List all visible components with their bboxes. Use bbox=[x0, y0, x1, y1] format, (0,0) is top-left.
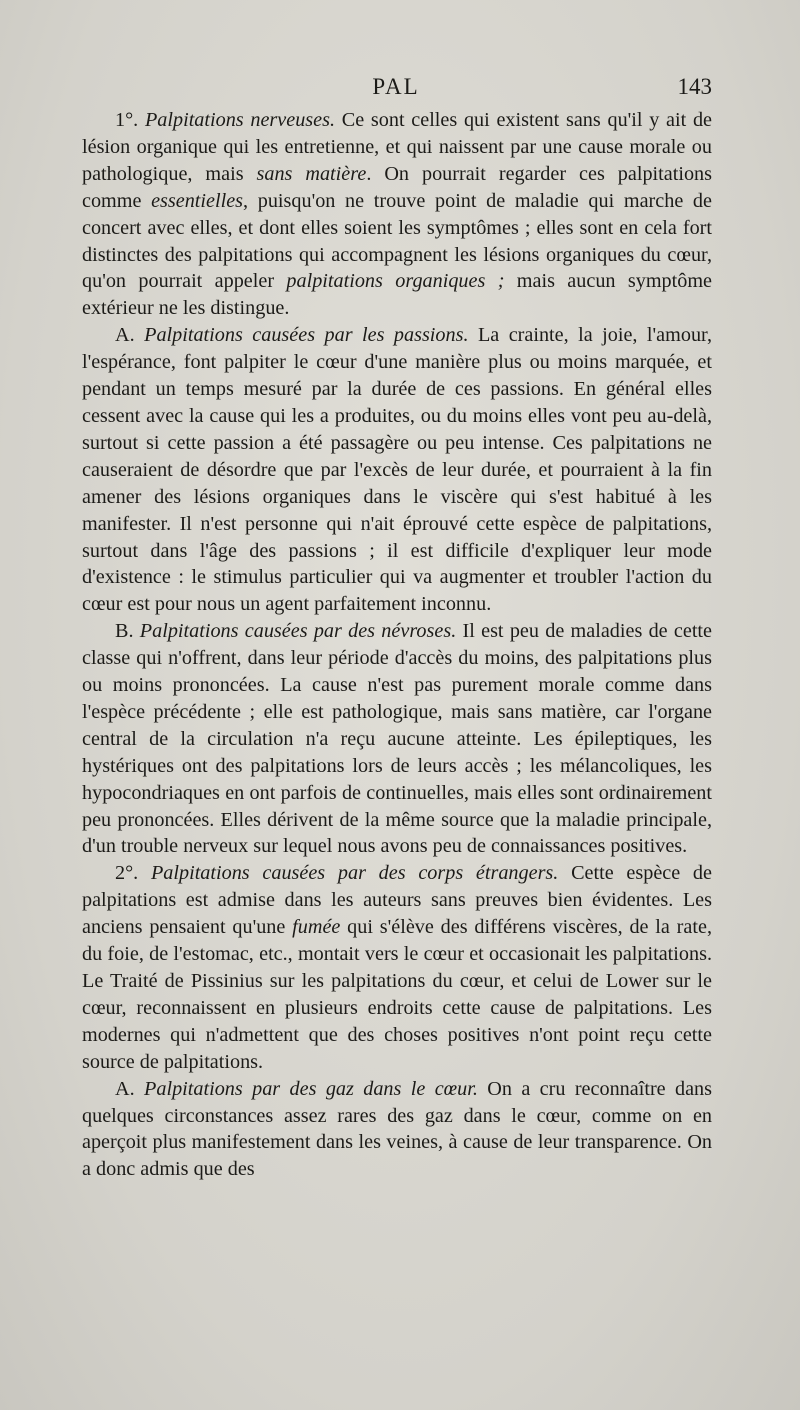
text-run: La crainte, la joie, l'amour, l'espérance, font palpiter le cœur d'une manière plus ou moins marquée, et pendant un temps mesuré par la durée de ces passions. En général elles cessent avec la cause qui les a produites, ou du moins elles vont peu au-delà, surtout si cette passion a été passagère ou peu intense. Ces palpitations ne causeraient de désordre que par l'excès de leur durée, et pourraient à la fin amener des lésions organiques dans le viscère qui s'est habitué à les manifester. Il n'est personne qui n'ait éprouvé cette espèce de palpitations, surtout dans l'âge des passions ; il est difficile d'expliquer leur mode d'existence : le stimulus particulier qui va augmenter et troubler l'action du cœur est pour nous un agent parfaitement inconnu. bbox=[82, 324, 712, 616]
section-number: B. bbox=[115, 620, 134, 643]
paragraph-text bbox=[82, 862, 712, 1072]
section-title: Palpitations causées par des corps étrangers. bbox=[150, 862, 559, 885]
body-text bbox=[82, 107, 712, 1183]
italic-text: sans matière bbox=[256, 162, 367, 185]
italic-text: fumée bbox=[292, 916, 341, 939]
text-run: . On pourrait regarder ces palpitations comme bbox=[82, 162, 712, 212]
italic-text: palpitations organiques ; bbox=[286, 270, 505, 293]
paragraph-text bbox=[82, 620, 712, 857]
paragraph bbox=[82, 618, 712, 860]
section-title: Palpitations causées par les passions. bbox=[144, 324, 469, 347]
text-run: Ce sont celles qui existent sans qu'il y ait de lésion organique qui les entretienne, et qui naissent par une cause morale ou pathologique, mais bbox=[82, 109, 713, 185]
text-run: mais aucun symptôme extérieur ne les distingue. bbox=[82, 270, 712, 320]
text-run: On a cru reconnaître dans quelques circonstances assez rares des gaz dans le cœur, comme on en aperçoit plus manifestement dans les veines, à cause de leur transparence. On a donc admis que des bbox=[82, 1077, 713, 1181]
italic-text: essentielles bbox=[151, 189, 244, 212]
section-number: 1°. bbox=[115, 109, 139, 131]
text-run: qui s'élève des différens viscères, de la rate, du foie, de l'estomac, etc., montait vers le cœur et occasionait les palpitations. Le Traité de Pissinius sur les palpitations du cœur, et celui de Lower sur le cœur, reconnaissent en plusieurs endroits cette cause de palpitations. Les modernes qui n'admettent que des choses positives n'ont point reçu cette source de palpitations. bbox=[82, 916, 712, 1073]
section-title: Palpitations par des gaz dans le cœur. bbox=[144, 1077, 478, 1100]
paragraph bbox=[82, 1076, 712, 1184]
section-number: A. bbox=[115, 1077, 135, 1100]
paragraph bbox=[82, 322, 712, 618]
paragraph-text bbox=[82, 324, 712, 615]
text-run: , puisqu'on ne trouve point de maladie qui marche de concert avec elles, et dont elles soient les symptômes ; elles sont en cela fort distinctes des palpitations qui accompagnent les lésions organiques du cœur, qu'on pourrait appeler bbox=[82, 189, 712, 293]
page-header bbox=[80, 74, 712, 104]
paragraph bbox=[82, 860, 712, 1075]
paragraph bbox=[82, 107, 712, 322]
section-number: 2°. bbox=[115, 862, 139, 885]
section-title: Palpitations causées par des névroses. bbox=[139, 620, 457, 643]
page-number: 143 bbox=[677, 74, 712, 99]
section-number: A. bbox=[115, 324, 135, 347]
running-head: PAL bbox=[372, 74, 420, 99]
paragraph-text bbox=[82, 109, 712, 319]
section-title: Palpitations nerveuses. bbox=[144, 109, 336, 131]
text-run: Cette espèce de palpitations est admise dans les auteurs sans preuves bien évidentes. Les anciens pensaient qu'une bbox=[82, 862, 712, 939]
text-run: Il est peu de maladies de cette classe qui n'offrent, dans leur période d'accès du moins, des palpitations plus ou moins prononcées. La cause n'est pas purement morale comme dans l'espèce précédente ; elle est pathologique, mais sans matière, car l'organe central de la circulation n'a reçu aucune atteinte. Les épileptiques, les hystériques ont des palpitations lors de leurs accès ; les mélancoliques, les hypocondriaques en ont parfois de continuelles, mais elles sont ordinairement peu prononcées. Elles dérivent de la même source que la maladie principale, d'un trouble nerveux sur lequel nous avons peu de connaissances positives. bbox=[82, 620, 712, 858]
